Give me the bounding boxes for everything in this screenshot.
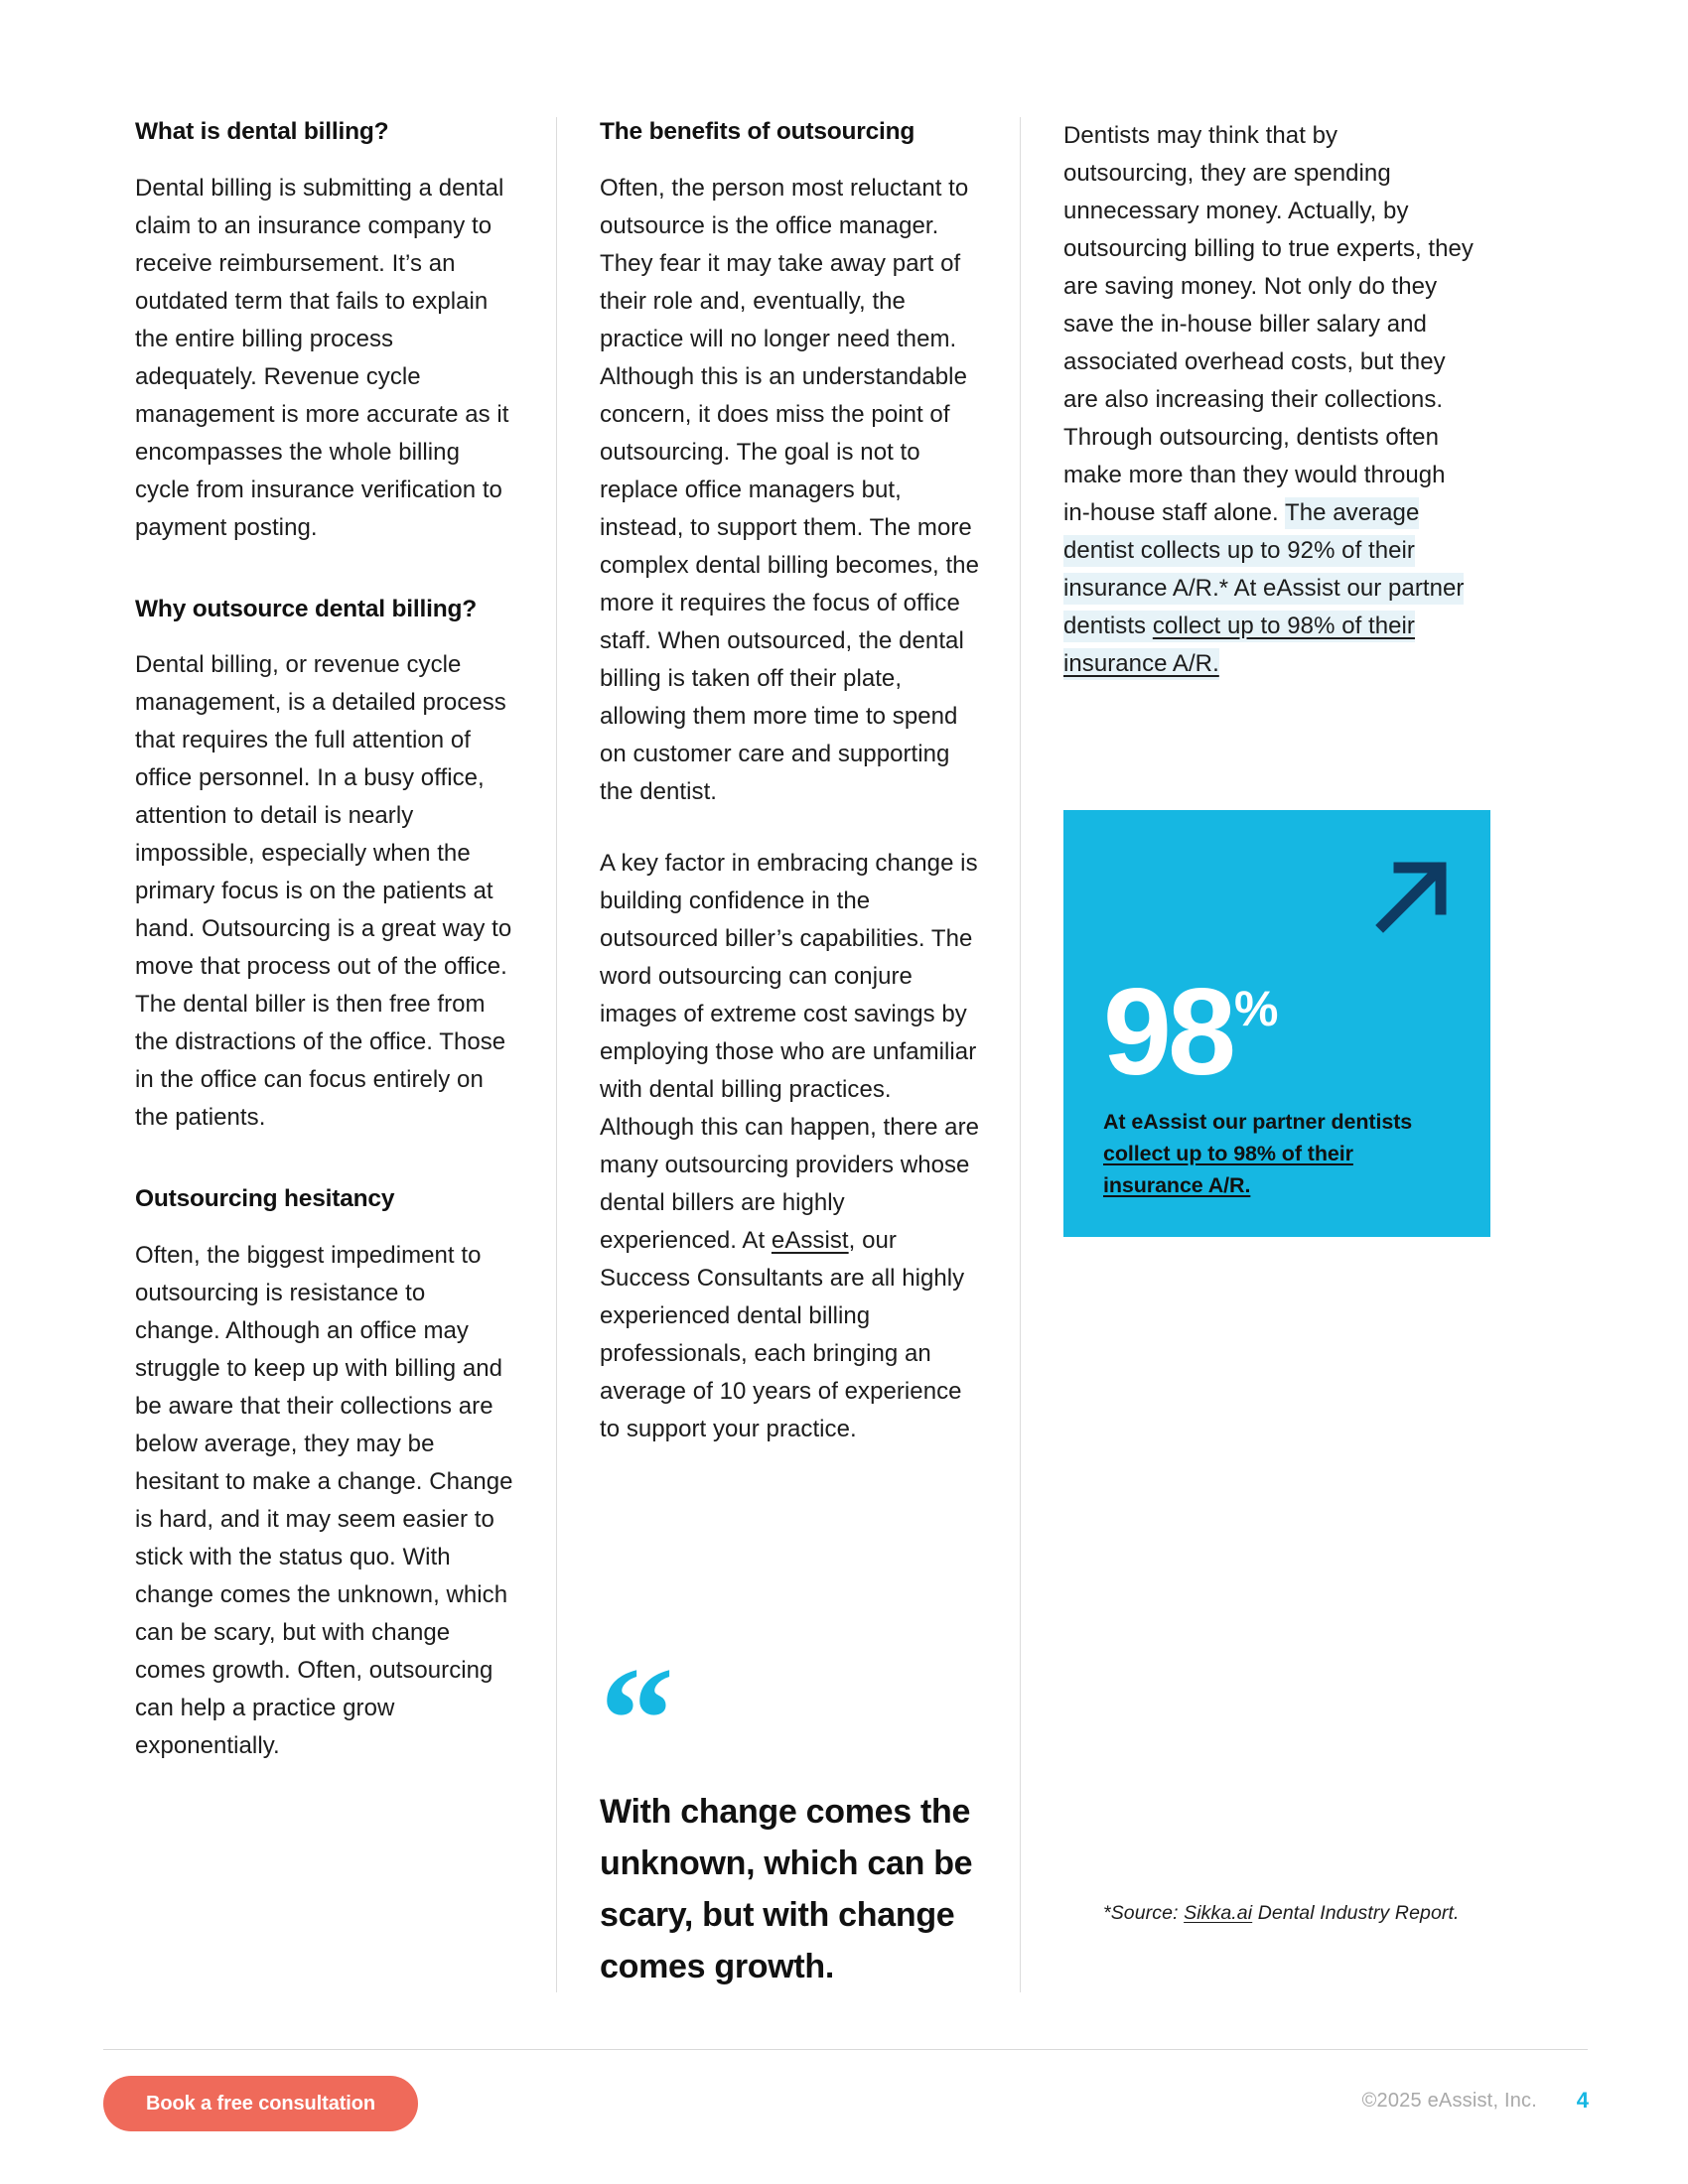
paragraph-embracing-change [600, 845, 980, 1448]
column-one [135, 117, 556, 1992]
paragraph-why-outsource-dental-billing: Dental billing, or revenue cycle management, is a detailed process that requires the full attention of office personnel. In a busy office, attention to detail is nearly impossible, especially when the primary focus is on the patients at hand. Outsourcing is a great way to move that process out of the office. The dental biller is then free from the distractions of the office. Those in the office can focus entirely on the patients. [135, 651, 512, 1132]
footer-divider [103, 2049, 1588, 2050]
pull-quote [600, 1636, 980, 1992]
column-three [1020, 117, 1483, 1992]
stat-number: 98 [1103, 964, 1232, 1102]
sikka-ai-link[interactable]: Sikka.ai [1184, 1902, 1253, 1924]
stat-value-group [1103, 964, 1279, 1102]
paragraph-what-is-dental-billing: Dental billing is submitting a dental claim to an insurance company to receive reimbursement. It’s an outdated term that fails to explain the entire billing process adequately. Revenue cycle management is more accurate as it encompasses the whole billing cycle from insurance verification to payment posting. [135, 174, 509, 541]
heading-why-outsource-dental-billing: Why outsource dental billing? [135, 595, 478, 622]
page-number: 4 [1576, 2088, 1589, 2113]
quotation-mark-icon: “ [600, 1636, 670, 1802]
paragraph-benefits-of-outsourcing: Often, the person most reluctant to outsource is the office manager. They fear it may take away part of their role and, eventually, the practice will no longer need them. Although this is an understandable concern, it does miss the point of outsourcing. The goal is not to replace office managers but, instead, to support them. The more complex dental billing becomes, the more it requires the focus of office staff. When outsourced, the dental billing is taken off their plate, allowing them more time to spend on customer care and supporting the dentist. [600, 174, 979, 805]
stat-caption-lead: At eAssist our partner dentists [1103, 1110, 1413, 1134]
source-citation-prefix: *Source: [1103, 1902, 1185, 1924]
stat-percent-sign: % [1233, 981, 1279, 1037]
three-column-layout [135, 117, 1555, 1992]
source-citation-suffix: Dental Industry Report. [1252, 1902, 1460, 1924]
source-citation [1103, 1902, 1460, 1925]
paragraph-saving-money-intro: Dentists may think that by outsourcing, they are spending unnecessary money. Actually, by outsourcing billing to true experts, they are saving money. Not only do they save the in-house biller salary and associated overhead costs, but they are also increasing their collections. Through outsourcing, dentists often make more than they would through in-house staff alone. [1063, 122, 1474, 526]
paragraph-outsourcing-hesitancy: Often, the biggest impediment to outsourcing is resistance to change. Although an office may struggle to keep up with billing and be aware that their collections are below average, they may be hesitant to make a change. Change is hard, and it may seem easier to stick with the status quo. With change comes the unknown, which can be scary, but with change comes growth. Often, outsourcing can help a practice grow exponentially. [135, 1241, 513, 1759]
eassist-link[interactable]: eAssist [771, 1226, 849, 1254]
highlighted-statistic-lead: The average dentist collects up to 92% of their insurance A/R.* At eAssist our partner dentists [1063, 499, 1465, 639]
pull-quote-text: With change comes the unknown, which can be scary, but with change comes growth. [600, 1792, 973, 1985]
heading-outsourcing-hesitancy: Outsourcing hesitancy [135, 1185, 395, 1213]
heading-benefits-of-outsourcing: The benefits of outsourcing [600, 118, 915, 145]
paragraph-embracing-change-part-two: , our Success Consultants are all highly experienced dental billing professionals, each bringing an average of 10 years of experience to support your practice. [600, 1226, 965, 1442]
stat-caption-link[interactable]: collect up to 98% of their insurance A/R. [1103, 1142, 1353, 1197]
book-consultation-button[interactable]: Book a free consultation [103, 2076, 418, 2131]
stat-caption [1103, 1106, 1431, 1201]
column-two [556, 117, 1020, 1992]
copyright-text: ©2025 eAssist, Inc. [1361, 2090, 1537, 2112]
heading-what-is-dental-billing: What is dental billing? [135, 118, 389, 145]
stat-card-98-percent [1063, 810, 1490, 1237]
paragraph-saving-money [1063, 117, 1474, 683]
paragraph-embracing-change-part-one: A key factor in embracing change is building confidence in the outsourced biller’s capabilities. The word outsourcing can conjure images of extreme cost savings by employing those who are unfamiliar with dental billing practices. Although this can happen, there are many outsourcing providers whose dental billers are highly experienced. At [600, 849, 980, 1254]
arrow-up-right-icon [1377, 860, 1449, 931]
collect-up-to-98-link[interactable]: collect up to 98% of their insurance A/R. [1063, 613, 1415, 677]
